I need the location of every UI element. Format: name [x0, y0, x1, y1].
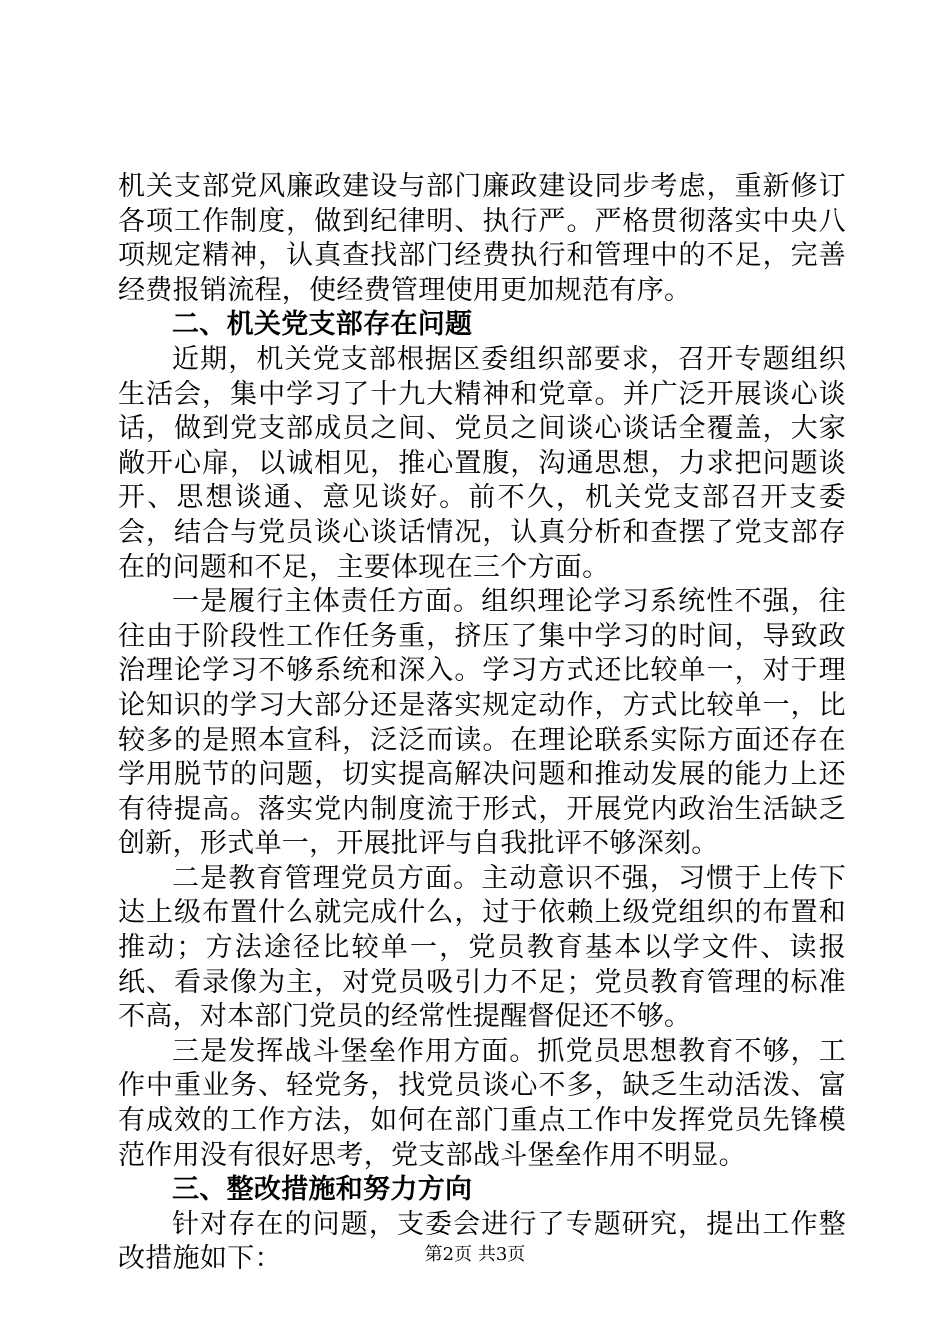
section-heading-problems: 二、机关党支部存在问题 — [172, 309, 473, 341]
document-body — [118, 170, 846, 1277]
paragraph-continuation: 机关支部党风廉政建设与部门廉政建设同步考虑，重新修订各项工作制度，做到纪律明、执行严。严格贯彻落实中央八项规定精神，认真查找部门经费执行和管理中的不足，完善经费报销流程，使经费管理使用更加规范有序。 — [118, 171, 846, 306]
page-number-footer: 第2页 共3页 — [424, 1244, 526, 1265]
paragraph-measures-intro: 针对存在的问题，支委会进行了专题研究，提出工作整改措施如下： — [118, 1208, 846, 1275]
paragraph-problem-three: 三是发挥战斗堡垒作用方面。抓党员思想教育不够，工作中重业务、轻党务，找党员谈心不多，缺乏生动活泼、富有成效的工作方法，如何在部门重点工作中发挥党员先锋模范作用没有很好思考，党支部战斗堡垒作用不明显。 — [118, 1035, 846, 1171]
paragraph-overview: 近期，机关党支部根据区委组织部要求，召开专题组织生活会，集中学习了十九大精神和党章。并广泛开展谈心谈话，做到党支部成员之间、党员之间谈心谈话全覆盖，大家敞开心扉，以诚相见，推心置腹，沟通思想，力求把问题谈开、思想谈通、意见谈好。前不久，机关党支部召开支委会，结合与党员谈心谈话情况，认真分析和查摆了党支部存在的问题和不足，主要体现在三个方面。 — [118, 343, 846, 583]
paragraph-problem-two: 二是教育管理党员方面。主动意识不强，习惯于上传下达上级布置什么就完成什么，过于依赖上级党组织的布置和推动；方法途径比较单一，党员教育基本以学文件、读报纸、看录像为主，对党员吸引力不足；党员教育管理的标准不高，对本部门党员的经常性提醒督促还不够。 — [118, 862, 846, 1033]
section-heading-measures: 三、整改措施和努力方向 — [172, 1174, 473, 1206]
paragraph-problem-one: 一是履行主体责任方面。组织理论学习系统性不强，往往由于阶段性工作任务重，挤压了集中学习的时间，导致政治理论学习不够系统和深入。学习方式还比较单一，对于理论知识的学习大部分还是落实规定动作，方式比较单一，比较多的是照本宣科，泛泛而读。在理论联系实际方面还存在学用脱节的问题，切实提高解决问题和推动发展的能力上还有待提高。落实党内制度流于形式，开展党内政治生活缺乏创新，形式单一，开展批评与自我批评不够深刻。 — [118, 586, 846, 860]
